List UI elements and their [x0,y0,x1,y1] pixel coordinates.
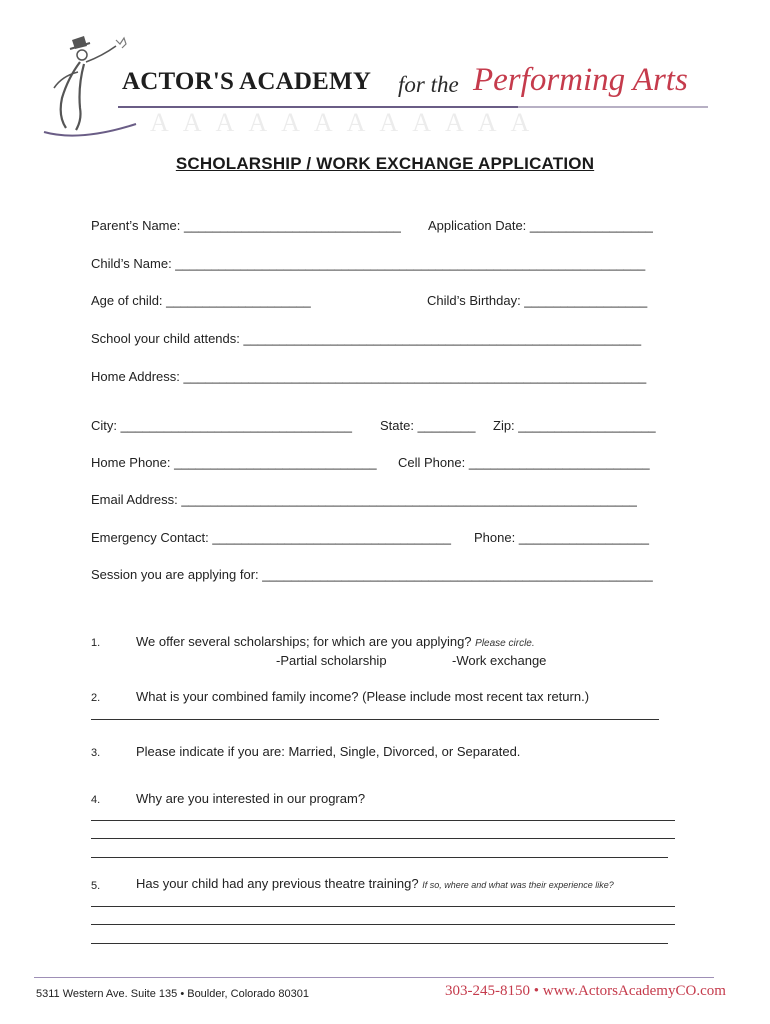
emergency-contact-field[interactable]: Emergency Contact: _________________________________ [91,530,451,545]
question-1-number: 1. [91,637,101,649]
parents-name-field[interactable]: Parent’s Name: ______________________________ [91,218,401,233]
session-field[interactable]: Session you are applying for: ______________________________________________________ [91,567,653,582]
question-5-answer-line[interactable] [91,906,675,907]
question-5-number: 5. [91,880,101,892]
footer-contact[interactable]: 303-245-8150 • www.ActorsAcademyCO.com [445,983,726,999]
question-1-label: We offer several scholarships; for which are you applying? [136,634,472,649]
state-field[interactable]: State: ________ [380,418,476,433]
academy-name: ACTOR'S ACADEMY [122,68,372,95]
question-5-hint: If so, where and what was their experience like? [422,880,614,890]
question-4-number: 4. [91,794,101,806]
question-3-text: Please indicate if you are: Married, Single, Divorced, or Separated. [136,744,521,759]
question-1-hint: Please circle. [475,638,535,649]
form-title: SCHOLARSHIP / WORK EXCHANGE APPLICATION [175,154,595,173]
age-of-child-field[interactable]: Age of child: ____________________ [91,293,311,308]
question-4-answer-line[interactable] [91,857,668,858]
footer-address: 5311 Western Ave. Suite 135 • Boulder, Colorado 80301 [36,988,309,1000]
header-divider-accent [118,106,518,108]
question-2-text: What is your combined family income? (Please include most recent tax return.) [136,689,590,704]
academy-performing-arts: Performing Arts [473,62,688,98]
option-work-exchange[interactable]: -Work exchange [452,653,547,668]
academy-for-the: for the [398,72,459,97]
school-field[interactable]: School your child attends: _______________________________________________________ [91,331,642,346]
question-2-answer-line[interactable] [91,719,659,720]
city-field[interactable]: City: ________________________________ [91,418,352,433]
header-watermark: AAAAAAAAAAAA [150,108,544,137]
question-5-label: Has your child had any previous theatre training? [136,876,419,891]
question-4-answer-line[interactable] [91,820,675,821]
option-partial-scholarship[interactable]: -Partial scholarship [276,653,387,668]
home-phone-field[interactable]: Home Phone: ____________________________ [91,455,377,470]
question-4-answer-line[interactable] [91,838,675,839]
childs-birthday-field[interactable]: Child’s Birthday: _________________ [427,293,648,308]
question-2-number: 2. [91,692,101,704]
question-5-text [136,876,614,891]
footer-divider [34,977,714,978]
question-5-answer-line[interactable] [91,924,675,925]
question-3-number: 3. [91,747,101,759]
emergency-phone-field[interactable]: Phone: __________________ [474,530,649,545]
question-1-text [136,634,535,649]
question-5-answer-line[interactable] [91,943,668,944]
email-field[interactable]: Email Address: _______________________________________________________________ [91,492,637,507]
question-4-text: Why are you interested in our program? [136,791,366,806]
application-date-field[interactable]: Application Date: _________________ [428,218,653,233]
zip-field[interactable]: Zip: ___________________ [493,418,656,433]
cell-phone-field[interactable]: Cell Phone: _________________________ [398,455,650,470]
childs-name-field[interactable]: Child’s Name: _________________________________________________________________ [91,256,646,271]
home-address-field[interactable]: Home Address: ________________________________________________________________ [91,369,647,384]
